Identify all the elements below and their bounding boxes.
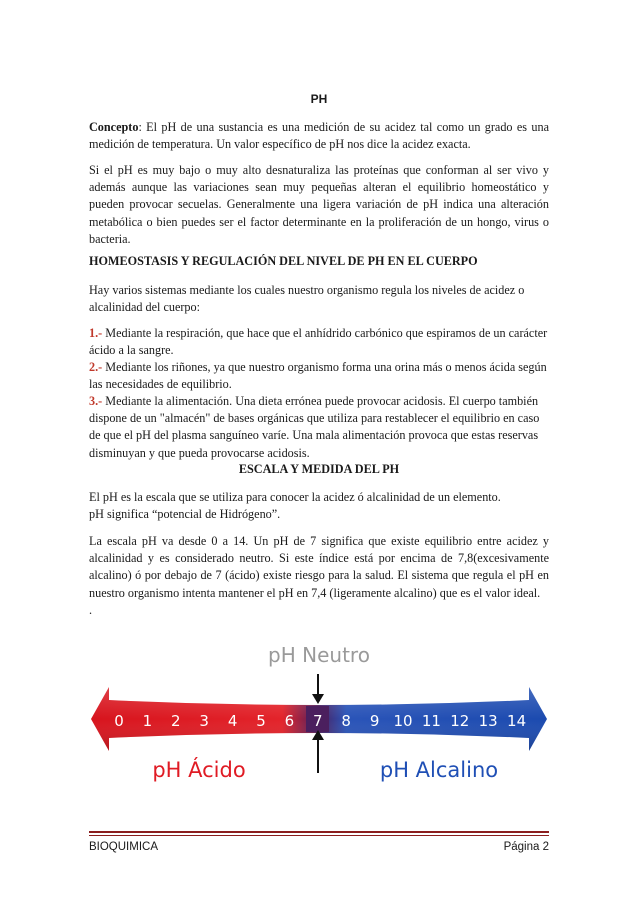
list-number: 2.-: [89, 360, 103, 374]
heading-homeostasis: HOMEOSTASIS Y REGULACIÓN DEL NIVEL DE PH EN EL CUERPO: [89, 254, 478, 268]
footer-rule-thin: [89, 835, 549, 836]
concepto-text: : El pH de una sustancia es una medición de su acidez tal como un grado es una medición de temperatura. Un valor específico de pH nos dice la acidez exacta.: [89, 120, 549, 152]
ph-number-9: 9: [369, 712, 380, 730]
ph-number-12: 12: [450, 712, 470, 730]
ph-number-13: 13: [478, 712, 498, 730]
list-item: [89, 393, 549, 462]
footer-rule: [89, 831, 549, 833]
heading-scale: ESCALA Y MEDIDA DEL PH: [238, 462, 400, 476]
ph-number-8: 8: [341, 712, 351, 730]
list-item: [89, 325, 549, 359]
ph-number-0: 0: [114, 712, 124, 730]
paragraph-definition: El pH es la escala que se utiliza para conocer la acidez ó alcalinidad de un elemento.: [89, 490, 501, 504]
list-text: Mediante los riñones, ya que nuestro organismo forma una orina más o menos ácida según las necesidades de equilibrio.: [89, 360, 547, 392]
list-text: Mediante la alimentación. Una dieta errónea puede provocar acidosis. El cuerpo también dispone de un "almacén" de bases orgánicas que utiliza para restablecer el equilibrio en caso de que el pH del plasma sanguíneo varíe. Una mala alimentación provoca que estas reservas disminuyan y que pueda provocarse acidosis.: [89, 394, 540, 460]
list-number: 3.-: [89, 394, 103, 408]
ph-number-11: 11: [421, 712, 441, 730]
list-item: [89, 359, 549, 393]
paragraph-potential: pH significa “potencial de Hidrógeno”.: [89, 507, 281, 521]
ph-numbers: [114, 712, 526, 730]
concepto-paragraph: [89, 119, 549, 153]
ph-number-6: 6: [284, 712, 295, 730]
ph-number-10: 10: [393, 712, 413, 730]
dot: .: [89, 603, 93, 617]
ph-number-4: 4: [227, 712, 238, 730]
ph-number-3: 3: [199, 712, 209, 730]
neutral-label: pH Neutro: [268, 643, 370, 667]
footer-course: BIOQUIMICA: [89, 841, 159, 853]
concepto-label: Concepto: [89, 120, 139, 134]
down-arrow-icon: [312, 694, 324, 704]
ph-number-7: 7: [313, 712, 323, 730]
paragraph-proteins: Si el pH es muy bajo o muy alto desnaturaliza las proteínas que conforman al ser vivo y además aunque las variaciones sean muy pequeñas alteran el equilibrio homeostático y pueden provocar secuelas. Generalmente una ligera variación de pH indica una alteración metabólica o bien puedes ser el factor determinante en la proliferación de un hongo, virus o bacteria.: [89, 163, 549, 246]
acid-label: pH Ácido: [152, 758, 246, 782]
list-text: Mediante la respiración, que hace que el anhídrido carbónico que espiramos de un carácter ácido a la sangre.: [89, 326, 548, 358]
ph-number-14: 14: [507, 712, 527, 730]
page-title: PH: [310, 92, 328, 106]
paragraph-systems: Hay varios sistemas mediante los cuales nuestro organismo regula los niveles de acidez o alcalinidad del cuerpo:: [89, 283, 525, 315]
footer-page-number: Página 2: [503, 841, 549, 853]
ph-number-5: 5: [256, 712, 266, 730]
ph-scale-figure: [89, 630, 549, 805]
list-number: 1.-: [89, 326, 103, 340]
paragraph-range: La escala pH va desde 0 a 14. Un pH de 7 significa que existe equilibrio entre acidez y alcalinidad y es considerado neutro. Si este índice está por encima de 7,8(excesivamente alcalino) ó por debajo de 7 (ácido) existe riesgo para la salud. El sistema que regula el pH en nuestro organismo intenta mantener el pH en 7,4 (ligeramente alcalino) que es el valor ideal.: [89, 534, 549, 600]
ph-number-2: 2: [171, 712, 181, 730]
ph-number-1: 1: [142, 712, 153, 730]
ph-scale-svg: [89, 630, 549, 805]
alkaline-label: pH Alcalino: [379, 758, 499, 782]
